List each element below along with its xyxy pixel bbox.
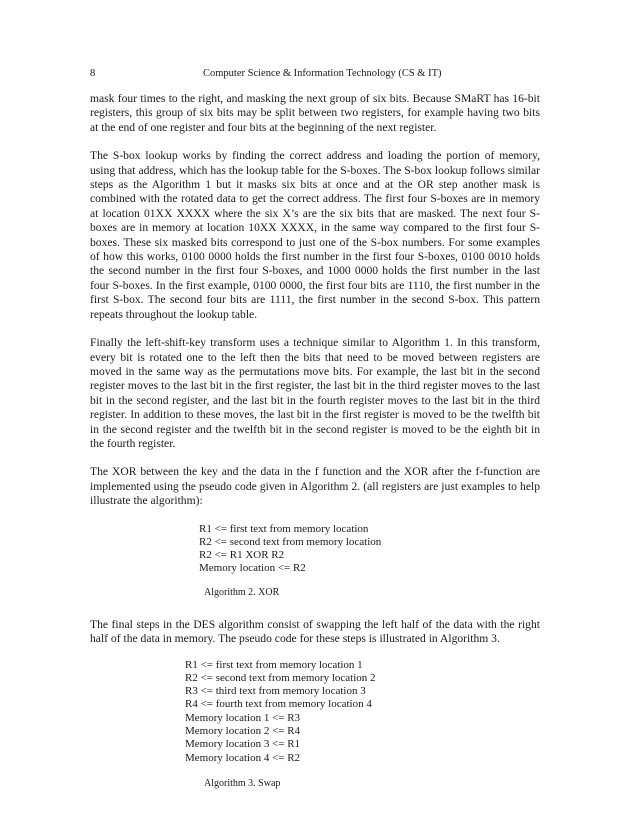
code-line: R4 <= fourth text from memory location 4 — [185, 698, 372, 711]
code-line: R3 <= third text from memory location 3 — [185, 685, 366, 698]
paper-page — [90, 68, 540, 790]
code-line: R2 <= second text from memory location 2 — [185, 671, 376, 684]
algorithm-swap-caption: Algorithm 3. Swap — [204, 777, 281, 789]
algorithm-xor-code — [199, 523, 540, 576]
paragraph-sbox-lookup: The S-box lookup works by finding the correct address and loading the portion of memory, using that address, which has the lookup table for the S-boxes. The S-box lookup follows similar steps as the Algorithm 1 but it masks six bits at once and at the OR step another mask is combined with the rotated data to get the correct address. The first four S-boxes are in memory at location 01XX XXXX where the six X’s are the six bits that are masked. The next four S-boxes are in memory at location 10XX XXXX, in the same way compared to the first four S-boxes. These six masked bits correspond to just one of the S-box numbers. For some examples of how this works, 0100 0000 holds the first number in the first four S-boxes, 0100 0010 holds the second number in the first four S-boxes, and 1000 0000 holds the first number in the last four S-boxes. In the first example, 0100 0000, the first four bits are 1110, the first number in the first S-box. The second four bits are 1111, the first number in the second S-box. This pattern repeats throughout the lookup table. — [90, 149, 540, 321]
running-title: Computer Science & Information Technology (CS & IT) — [203, 68, 442, 79]
code-line: R1 <= first text from memory location — [199, 522, 369, 535]
code-line: R2 <= second text from memory location — [199, 535, 382, 548]
paragraph-mask-continuation: mask four times to the right, and masking the next group of six bits. Because SMaRT has 16-bit registers, this group of six bits may be split between two registers, for example having two bits at the end of one register and four bits at the beginning of the next register. — [90, 92, 540, 134]
code-line: Memory location 4 <= R2 — [185, 751, 301, 764]
algorithm-swap-code — [185, 659, 540, 765]
code-line: R2 <= R1 XOR R2 — [199, 549, 285, 562]
page-header — [90, 68, 540, 84]
code-line: Memory location 1 <= R3 — [185, 711, 301, 724]
code-line: Memory location 3 <= R1 — [185, 738, 301, 751]
code-line: Memory location 2 <= R4 — [185, 725, 301, 738]
code-line: R1 <= first text from memory location 1 — [185, 658, 363, 671]
code-line: Memory location <= R2 — [199, 562, 306, 575]
page-number: 8 — [90, 68, 96, 79]
paragraph-left-shift-key: Finally the left-shift-key transform uses a technique similar to Algorithm 1. In this transform, every bit is rotated one to the left then the bits that need to be moved between registers are moved in the same way as the permutations move bits. For example, the last bit in the second register moves to the last bit in the first register, the last bit in the third register moves to the last bit in the second register, and the last bit in the fourth register moves to the last bit in the third register. In addition to these moves, the last bit in the first register is moved to be the twelfth bit in the second register and the twelfth bit in the second register is moved to be the eighth bit in the fourth register. — [90, 336, 540, 450]
algorithm-xor-caption: Algorithm 2. XOR — [204, 586, 280, 598]
paragraph-swap-intro: The final steps in the DES algorithm consist of swapping the left half of the data with the right half of the data in memory. The pseudo code for these steps is illustrated in Algorithm 3. — [90, 617, 540, 646]
paragraph-xor-intro: The XOR between the key and the data in the f function and the XOR after the f-function are implemented using the pseudo code given in Algorithm 2. (all registers are just examples to help illustrate the algorithm): — [90, 465, 540, 508]
